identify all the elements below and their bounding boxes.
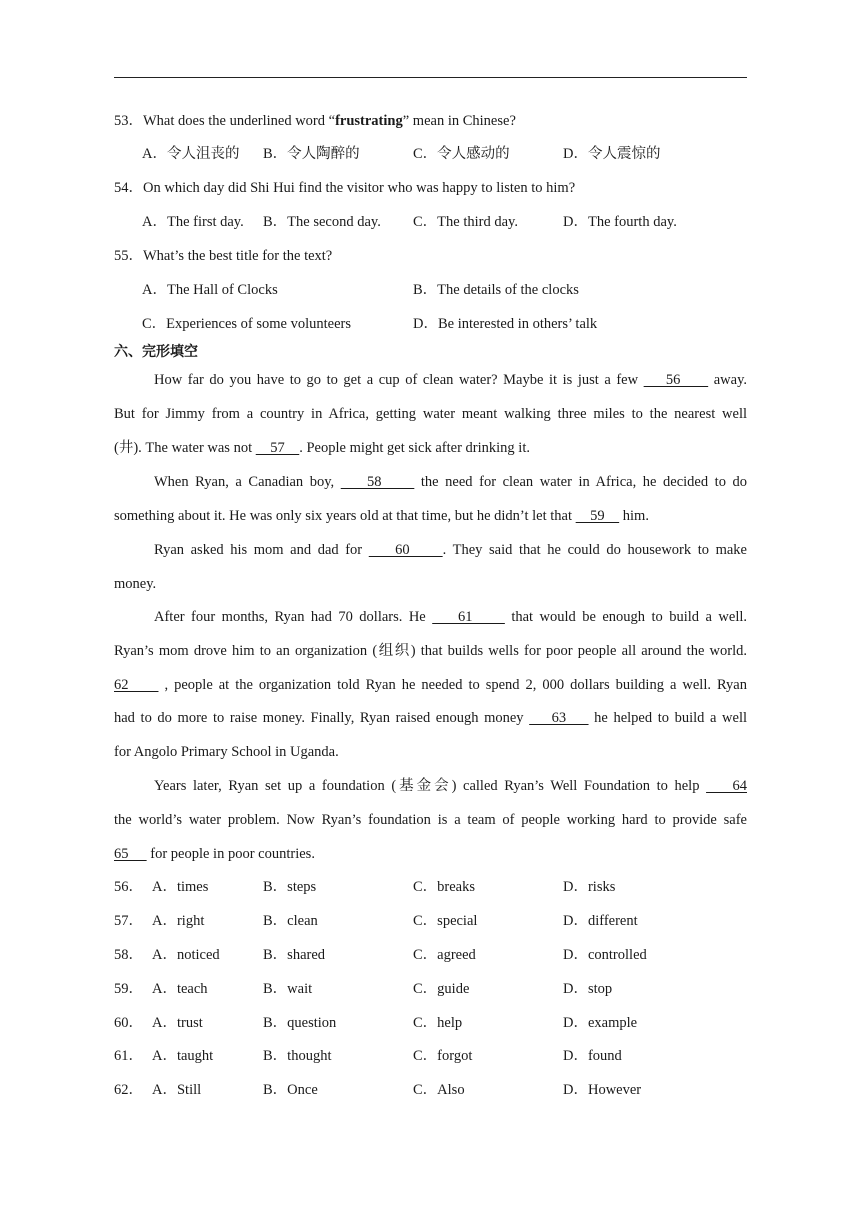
- choice-option-c: C．guide: [413, 981, 470, 997]
- choice-option-a: A．trust: [152, 1015, 203, 1031]
- question-text-end: ” mean in Chinese?: [402, 113, 516, 129]
- choice-option-a: A．right: [152, 913, 205, 929]
- choice-number: 61．: [114, 1048, 143, 1064]
- blank-61: 61: [432, 609, 505, 625]
- passage-line: After four months, Ryan had 70 dollars. He 61 that would be enough to build a well.: [154, 609, 748, 625]
- q53-option-d: D．令人震惊的: [563, 146, 661, 162]
- q54-option-a: A．The first day.: [142, 214, 244, 230]
- header-rule: [114, 77, 747, 78]
- choice-option-d: D．risks: [563, 879, 616, 895]
- passage-line: money.: [114, 576, 157, 592]
- choice-option-c: C．agreed: [413, 947, 476, 963]
- passage-line: But for Jimmy from a country in Africa, getting water meant walking three miles to the nearest well: [114, 406, 747, 422]
- choice-number: 59．: [114, 981, 143, 997]
- choice-option-d: D．stop: [563, 981, 613, 997]
- choice-option-b: B．clean: [263, 913, 318, 929]
- blank-60: 60: [368, 542, 443, 558]
- blank-58: 58: [340, 474, 415, 490]
- blank-62: 62: [114, 677, 159, 693]
- q54-option-b: B．The second day.: [263, 214, 381, 230]
- choice-option-a: A．times: [152, 879, 209, 895]
- passage-line: something about it. He was only six years old at that time, but he didn’t let that 59 him.: [114, 508, 649, 524]
- choice-option-b: B．question: [263, 1015, 337, 1031]
- passage-line: had to do more to raise money. Finally, Ryan raised enough money 63 he helped to build a well: [114, 710, 748, 726]
- question-54: 54．On which day did Shi Hui find the visitor who was happy to listen to him?: [114, 180, 576, 196]
- choice-option-c: C．special: [413, 913, 478, 929]
- choice-number: 60．: [114, 1015, 143, 1031]
- choice-option-d: D．different: [563, 913, 638, 929]
- choice-option-d: D．example: [563, 1015, 638, 1031]
- choice-option-d: D．controlled: [563, 947, 647, 963]
- underlined-word: frustrating: [335, 113, 403, 129]
- choice-option-a: A．noticed: [152, 947, 220, 963]
- q53-option-c: C．令人感动的: [413, 146, 510, 162]
- choice-option-c: C．help: [413, 1015, 463, 1031]
- choice-option-b: B．thought: [263, 1048, 332, 1064]
- passage-line: the world’s water problem. Now Ryan’s foundation is a team of people working hard to provide safe: [114, 812, 747, 828]
- passage-line: When Ryan, a Canadian boy, 58 the need for clean water in Africa, he decided to do: [154, 474, 748, 490]
- choice-option-b: B．steps: [263, 879, 317, 895]
- question-55: 55．What’s the best title for the text?: [114, 248, 333, 264]
- q55-option-b: B．The details of the clocks: [413, 282, 579, 298]
- blank-59: 59: [575, 508, 620, 524]
- choice-option-d: D．However: [563, 1082, 642, 1098]
- q53-option-b: B．令人陶醉的: [263, 146, 360, 162]
- passage-line: 65 for people in poor countries.: [114, 846, 315, 862]
- section-heading: 六、完形填空: [114, 344, 198, 360]
- blank-56: 56: [643, 372, 709, 388]
- choice-option-c: C．Also: [413, 1082, 465, 1098]
- blank-63: 63: [529, 710, 589, 726]
- passage-line: Ryan asked his mom and dad for 60 . They said that he could do housework to make: [154, 542, 747, 558]
- q54-option-d: D．The fourth day.: [563, 214, 677, 230]
- question-53: [114, 111, 516, 131]
- choice-option-c: C．breaks: [413, 879, 476, 895]
- passage-line: Ryan’s mom drove him to an organization (组织) that builds wells for poor people all around the world.: [114, 643, 747, 659]
- choice-option-d: D．found: [563, 1048, 622, 1064]
- choice-option-a: A．taught: [152, 1048, 214, 1064]
- passage-line: for Angolo Primary School in Uganda.: [114, 744, 339, 760]
- choice-option-a: A．teach: [152, 981, 208, 997]
- q55-option-c: C．Experiences of some volunteers: [142, 316, 351, 332]
- choice-option-b: B．Once: [263, 1082, 318, 1098]
- choice-number: 62．: [114, 1082, 143, 1098]
- q53-option-a: A．令人沮丧的: [142, 146, 240, 162]
- blank-65: 65: [114, 846, 147, 862]
- choice-number: 58．: [114, 947, 143, 963]
- choice-option-a: A．Still: [152, 1082, 202, 1098]
- passage-line: 62 , people at the organization told Ryan he needed to spend 2, 000 dollars building a well. Ryan: [114, 677, 747, 693]
- passage-line: (井). The water was not 57 . People might get sick after drinking it.: [114, 440, 530, 456]
- choice-option-c: C．forgot: [413, 1048, 473, 1064]
- passage-line: Years later, Ryan set up a foundation (基金会) called Ryan’s Well Foundation to help 64: [154, 778, 747, 794]
- q55-option-a: A．The Hall of Clocks: [142, 282, 278, 298]
- question-text: 53．What does the underlined word “: [114, 113, 336, 129]
- choice-option-b: B．wait: [263, 981, 313, 997]
- blank-64: 64: [706, 778, 747, 794]
- q55-option-d: D．Be interested in others’ talk: [413, 316, 598, 332]
- blank-57: 57: [255, 440, 300, 456]
- passage-line: How far do you have to go to get a cup of clean water? Maybe it is just a few 56 away.: [154, 372, 748, 388]
- choice-number: 56．: [114, 879, 143, 895]
- q54-option-c: C．The third day.: [413, 214, 518, 230]
- choice-number: 57．: [114, 913, 143, 929]
- choice-option-b: B．shared: [263, 947, 326, 963]
